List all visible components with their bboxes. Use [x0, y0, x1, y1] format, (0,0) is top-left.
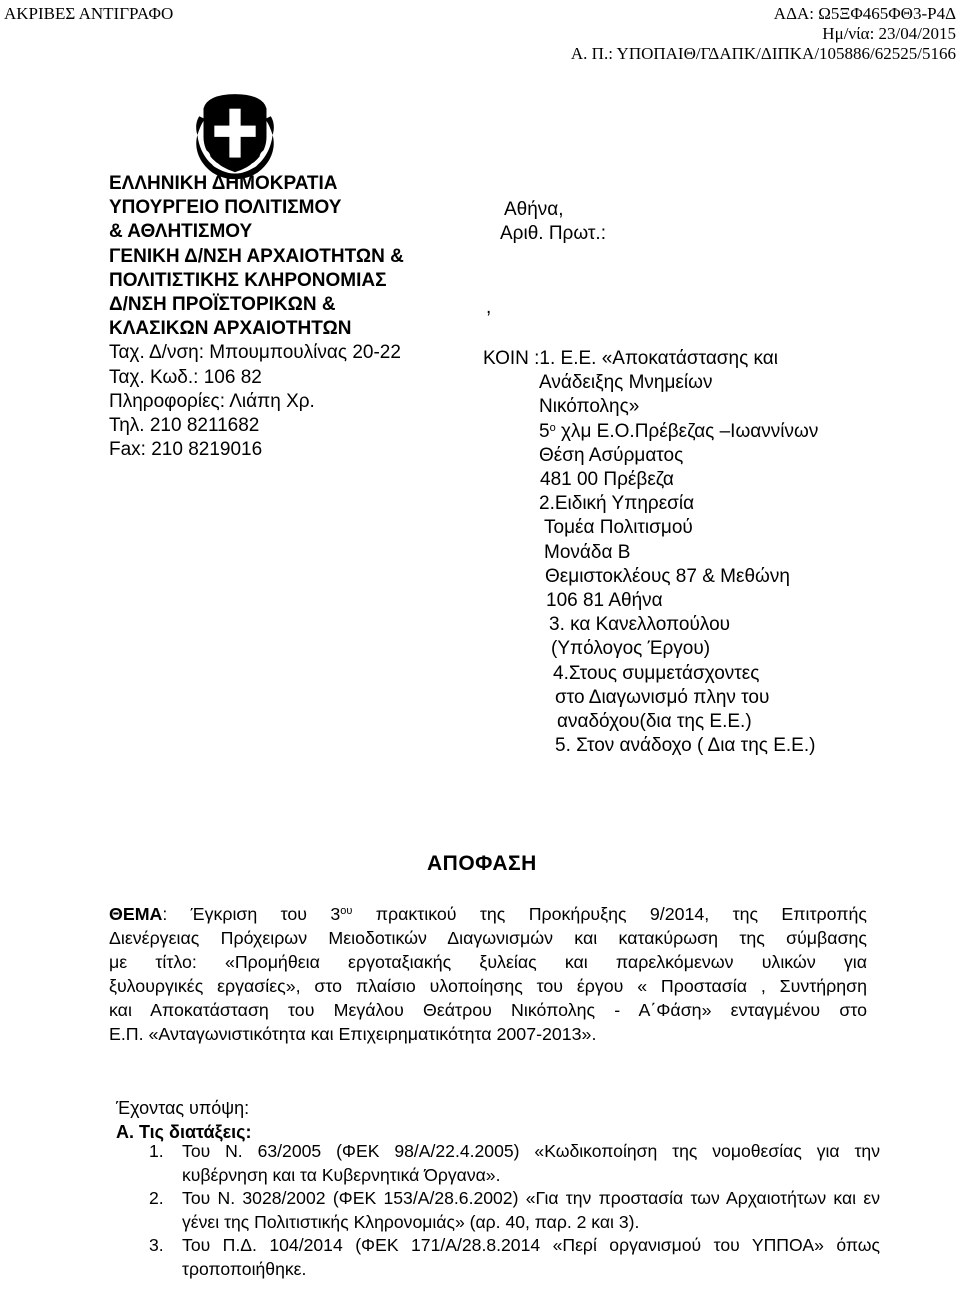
- subject-line: και Αποκατάσταση του Μεγάλου Θεάτρου Νικόπολης - Α΄Φάση» ενταγμένου στο: [109, 1000, 867, 1020]
- considering-block: [116, 1096, 252, 1144]
- list-item-number: 2.: [149, 1188, 164, 1208]
- sender-line: ΠΟΛΙΤΙΣΤΙΚΗΣ ΚΛΗΡΟΝΟΜΙΑΣ: [109, 269, 387, 291]
- subject-line: Διενέργειας Πρόχειρων Μειοδοτικών Διαγωνισμών και κατακύρωση της σύμβασης: [109, 928, 867, 948]
- recipient-line: Ανάδειξης Μνημείων: [539, 372, 713, 394]
- comma: ,: [486, 297, 492, 318]
- sender-block: [109, 172, 404, 462]
- recipient-line: 106 81 Αθήνα: [546, 590, 663, 612]
- sender-phone: Τηλ. 210 8211682: [109, 415, 260, 437]
- protocol-label: Αριθ. Πρωτ.:: [500, 223, 606, 245]
- sender-line: & ΑΘΛΗΤΙΣΜΟΥ: [109, 221, 253, 243]
- recipient-line: 481 00 Πρέβεζα: [540, 469, 674, 491]
- considering-label: Έχοντας υπόψη:: [116, 1098, 250, 1118]
- sender-fax: Fax: 210 8219016: [109, 439, 263, 461]
- recipient-line: Τομέα Πολιτισμού: [544, 517, 693, 539]
- sender-line: ΕΛΛΗΝΙΚΗ ΔΗΜΟΚΡΑΤΙΑ: [109, 173, 338, 194]
- recipient-line: αναδόχου(δια της Ε.Ε.): [557, 711, 752, 733]
- recipient-line: 3. κα Κανελλοπούλου: [549, 614, 731, 636]
- recipient-line: 2.Ειδική Υπηρεσία: [539, 493, 695, 515]
- greek-coat-of-arms-icon: [188, 88, 282, 182]
- recipient-line: Μονάδα Β: [544, 541, 631, 563]
- ada-number: ΑΔΑ: Ω5ΞΦ465ΦΘ3-Ρ4Δ: [773, 4, 956, 23]
- city: Αθήνα,: [504, 199, 564, 220]
- subject-label: ΘΕΜΑ: [109, 904, 163, 924]
- list-item-number: 1.: [149, 1141, 164, 1161]
- list-item-number: 3.: [149, 1235, 164, 1255]
- subject-paragraph: [109, 902, 867, 1046]
- subject-line: ΘΕΜΑ: Έγκριση του $3^{o\upsilon}$ πρακτικού της Προκήρυξης 9/2014, της Επιτροπής: [109, 904, 867, 924]
- decision-title: ΑΠΟΦΑΣΗ: [427, 852, 537, 875]
- list-item: [149, 1234, 880, 1281]
- subject-line: ξυλουργικές εργασίες», στο πλαίσιο υλοποίησης του έργου « Προστασία , Συντήρηση: [109, 976, 867, 996]
- recipient-line: Νικόπολης»: [539, 396, 640, 418]
- recipient-line: 5. Στον ανάδοχο ( Δια της Ε.Ε.): [555, 735, 816, 757]
- recipient-line: (Υπόλογος Έργου): [551, 638, 711, 660]
- recipient-line: Θέση Ασύρματος: [539, 444, 684, 466]
- list-item-text: Του Ν. 3028/2002 (ΦΕΚ 153/Α/28.6.2002) «Για την προστασία των Αρχαιοτήτων και εν γένει της Πολιτιστικής Κληρονομιάς» (αρ. 40, παρ. 2 και 3).: [182, 1188, 880, 1232]
- sender-line: ΥΠΟΥΡΓΕΙΟ ΠΟΛΙΤΙΣΜΟΥ: [109, 197, 342, 219]
- document-meta: [571, 4, 956, 64]
- subject-line: Ε.Π. «Ανταγωνιστικότητα και Επιχειρηματικότητα 2007-2013».: [109, 1024, 597, 1044]
- list-item: [149, 1187, 880, 1234]
- section-label: Α. Τις διατάξεις:: [116, 1122, 252, 1142]
- protocol-number: Α. Π.: ΥΠΟΠΑΙΘ/ΓΔΑΠΚ/ΔΙΠΚΑ/105886/62525/5166: [570, 44, 956, 63]
- subject-line: με τίτλο: «Προμήθεια εργοταξιακής ξυλείας και παρελκόμενων υλικών για: [109, 952, 867, 972]
- sender-line: Δ/ΝΣΗ ΠΡΟΪΣΤΟΡΙΚΩΝ &: [109, 294, 336, 316]
- recipient-line: $5^o$ χλμ Ε.Ο.Πρέβεζας –Ιωαννίνων: [539, 420, 819, 442]
- sender-postcode: Ταχ. Κωδ.: 106 82: [109, 366, 262, 388]
- sender-line: ΓΕΝΙΚΗ Δ/ΝΣΗ ΑΡΧΑΙΟΤΗΤΩΝ &: [109, 245, 404, 267]
- laws-list: [149, 1140, 880, 1281]
- koin-line: ΚΟΙΝ :1. Ε.Ε. «Αποκατάστασης και: [483, 348, 779, 369]
- sender-address: Ταχ. Δ/νση: Μπουμπουλίνας 20-22: [109, 342, 401, 364]
- recipient-line: στο Διαγωνισμό πλην του: [555, 686, 770, 708]
- list-item-text: Του Ν. 63/2005 (ΦΕΚ 98/Α/22.4.2005) «Κωδικοποίηση της νομοθεσίας για την κυβέρνηση και τα Κυβερνητικά Όργανα».: [182, 1141, 880, 1185]
- list-item: [149, 1140, 880, 1187]
- sender-info: Πληροφορίες: Λιάπη Χρ.: [109, 390, 315, 412]
- place-block: [480, 198, 606, 246]
- recipient-line: 4.Στους συμμετάσχοντες: [553, 662, 760, 684]
- recipients-block: [483, 347, 819, 758]
- copy-stamp: ΑΚΡΙΒΕΣ ΑΝΤΙΓΡΑΦΟ: [4, 4, 174, 23]
- issue-date: Ημ/νία: 23/04/2015: [822, 24, 956, 43]
- recipient-line: Θεμιστοκλέους 87 & Μεθώνη: [545, 565, 790, 587]
- list-item-text: Του Π.Δ. 104/2014 (ΦΕΚ 171/Α/28.8.2014 «Περί οργανισμού του ΥΠΠΟΑ» όπως τροποποιήθηκε.: [182, 1235, 880, 1279]
- sender-line: ΚΛΑΣΙΚΩΝ ΑΡΧΑΙΟΤΗΤΩΝ: [109, 318, 352, 340]
